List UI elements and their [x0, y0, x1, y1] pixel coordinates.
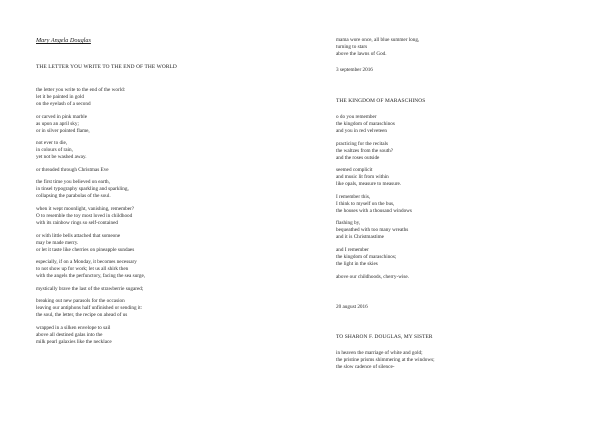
stanza — [36, 167, 145, 174]
poem1-title: THE LETTER YOU WRITE TO THE END OF THE WORLD — [36, 64, 177, 70]
verse-line: breaking out new parasols for the occasion — [36, 298, 125, 305]
verse-line: or let it taste like cherries on pineapple sundaes — [36, 246, 135, 253]
verse-line: when it wept moonlight, vanishing, remember? — [36, 205, 135, 212]
stanza — [36, 206, 145, 227]
poem2-body — [336, 114, 412, 286]
verse-line: the first time you believed on earth, — [36, 179, 110, 186]
verse-line: the soul, the letter, the recipe on ahead of us — [36, 312, 128, 319]
stanza — [36, 286, 145, 293]
verse-line: not ever to die, — [36, 140, 68, 147]
poem3-body — [336, 350, 435, 371]
stanza — [336, 37, 419, 58]
verse-line: the kingdom of maraschinos — [336, 121, 395, 127]
verse-line: and music lit from within — [336, 174, 389, 181]
poem1-date: 3 september 2016 — [336, 67, 373, 73]
verse-line: I remember this, — [336, 193, 371, 200]
verse-line: as upon an april sky; — [36, 120, 79, 127]
verse-line: above the lawns of God. — [336, 51, 387, 57]
verse-line: or carved in pink marble — [36, 113, 87, 120]
verse-line: the kingdom of maraschinos; — [336, 253, 397, 260]
verse-line: like opals, measure to measure. — [336, 181, 402, 188]
stanza — [336, 194, 412, 215]
verse-line: wrapped in a silken envelope to sail — [36, 324, 111, 331]
verse-line: I think to myself on the bus, — [336, 200, 395, 207]
stanza — [336, 247, 412, 268]
poem1-continuation — [336, 37, 419, 58]
verse-line: to not show up for work; let us all shirk then — [36, 266, 129, 273]
verse-line: yet not be washed away. — [36, 154, 87, 161]
verse-line: with its rainbow rings so self-contained — [36, 219, 118, 226]
verse-line: and I remember — [336, 246, 369, 253]
verse-line: the waltzes from the south? — [336, 147, 394, 154]
stanza — [36, 325, 145, 346]
verse-line: in colours of rain, — [36, 147, 73, 154]
verse-line: in heaven the marriage of white and gold; — [336, 350, 423, 356]
stanza — [36, 87, 145, 108]
stanza — [336, 274, 412, 281]
verse-line: may be made merry. — [36, 239, 79, 246]
verse-line: flashing by, — [336, 220, 361, 227]
poem2-title: THE KINGDOM OF MARASCHINOS — [336, 98, 426, 104]
verse-line: in tinsel typography sparkling and sparkling, — [36, 186, 129, 193]
verse-line: collapsing the parabolas of the soul. — [36, 193, 111, 200]
stanza — [36, 298, 145, 319]
verse-line: above all destined galas into the — [36, 331, 103, 338]
verse-line: mama wore once, all blue summer long, — [336, 37, 420, 43]
poem1-body — [36, 87, 145, 352]
verse-line: or threaded through Christmas Eve — [36, 166, 109, 173]
verse-line: with the angels the perfunctory, facing the sea surge, — [36, 273, 146, 280]
verse-line: mystically brave the last of the strawberrie sugared; — [36, 285, 144, 292]
verse-line: practicing for the recitals — [336, 140, 388, 147]
stanza — [336, 167, 412, 188]
poem2-date: 20 august 2016 — [336, 304, 368, 310]
stanza — [336, 350, 435, 371]
verse-line: the slow cadence of silence- — [336, 364, 395, 370]
verse-line: O to resemble the toy most loved in childhood — [36, 212, 133, 219]
verse-line: bequeathed with too many wreaths — [336, 227, 409, 234]
stanza — [36, 114, 145, 135]
stanza — [36, 140, 145, 161]
verse-line: on the eyelash of a second — [36, 101, 91, 107]
stanza — [36, 179, 145, 200]
verse-line: or in silver pointed flame, — [36, 127, 90, 134]
verse-line: the light in the skies — [336, 260, 378, 267]
verse-line: the pristine prisms shimmering at the windows; — [336, 357, 435, 363]
verse-line: turning to stars — [336, 44, 368, 50]
verse-line: the letter you write to the end of the world: — [36, 87, 126, 93]
stanza — [336, 141, 412, 162]
verse-line: above our childhoods, cherry-wise. — [336, 273, 410, 280]
author-name: Mary Angela Douglas — [36, 37, 91, 44]
verse-line: seemed complicit — [336, 167, 373, 174]
verse-line: and it is Christmastime — [336, 234, 384, 241]
verse-line: and the roses outside — [336, 154, 380, 161]
verse-line: the houses with a thousand windows — [336, 207, 412, 214]
stanza — [36, 233, 145, 254]
stanza — [336, 114, 412, 135]
verse-line: and you in red velveteen — [336, 128, 387, 134]
verse-line: milk pearl galaxies like the necklace — [36, 338, 112, 345]
stanza — [336, 220, 412, 241]
verse-line: or with little bells attached that someone — [36, 232, 121, 239]
verse-line: let it be painted in gold — [36, 94, 84, 100]
verse-line: o do you remember — [336, 114, 377, 120]
verse-line: especially, if on a Monday, it becomes necessary — [36, 259, 137, 266]
poem3-title: TO SHARON F. DOUGLAS, MY SISTER — [336, 334, 433, 340]
verse-line: leaving our antiphons half unfinished or sending it: — [36, 305, 143, 312]
stanza — [36, 259, 145, 280]
